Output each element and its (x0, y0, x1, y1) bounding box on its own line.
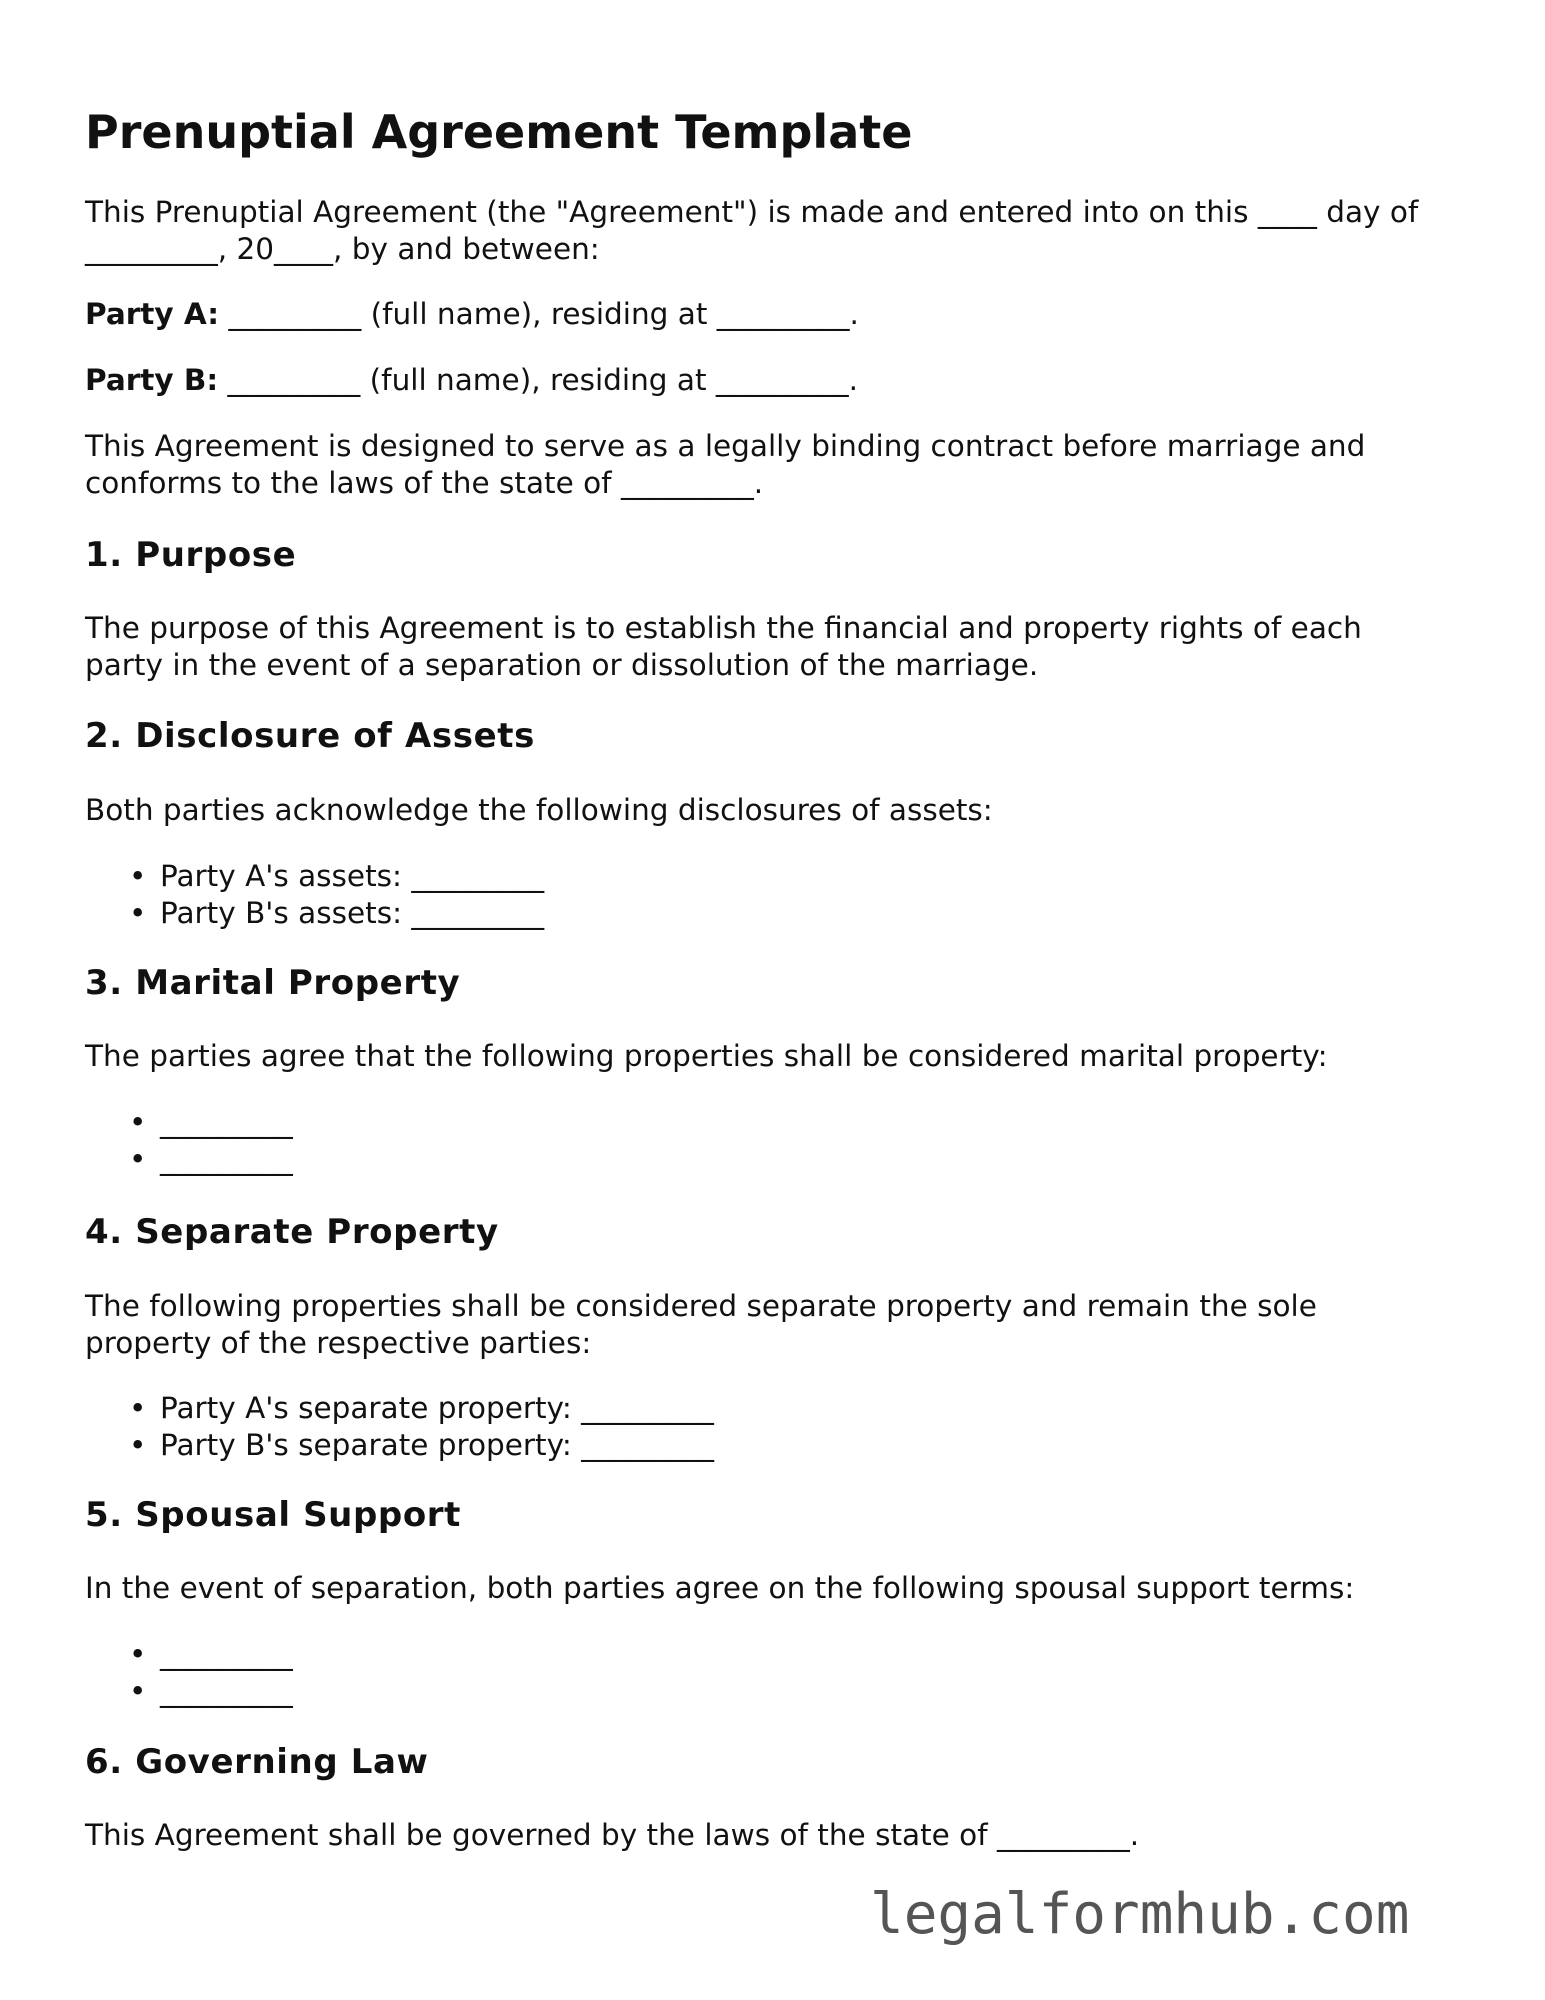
party-a-line (85, 296, 859, 333)
party-a-label: Party A: (85, 297, 220, 331)
bullet-icon: • (129, 1141, 147, 1176)
section-heading-law: 6. Governing Law (85, 1742, 429, 1782)
party-b-line (85, 362, 858, 399)
page-title: Prenuptial Agreement Template (85, 105, 913, 159)
purpose-line-2: party in the event of a separation or dissolution of the marriage. (85, 648, 1039, 682)
bullet-icon: • (129, 1673, 147, 1708)
section-heading-purpose: 1. Purpose (85, 535, 297, 575)
watermark-logo: legalformhub.com (870, 1882, 1410, 1947)
bullet-icon: • (129, 895, 147, 930)
bullet-icon: • (129, 1427, 147, 1462)
law-line-1: This Agreement shall be governed by the laws of the state of _________. (85, 1818, 1140, 1852)
party-b-label: Party B: (85, 363, 219, 397)
separate-line-2: property of the respective parties: (85, 1326, 592, 1360)
binding-line-2: conforms to the laws of the state of _________. (85, 466, 764, 500)
section-heading-separate: 4. Separate Property (85, 1212, 499, 1252)
list-item: • _________ (129, 1637, 293, 1671)
bullet-icon: • (129, 1105, 147, 1139)
bullet-icon: • (129, 859, 147, 893)
section-heading-marital: 3. Marital Property (85, 963, 461, 1003)
marital-line-1: The parties agree that the following properties shall be considered marital property: (85, 1039, 1328, 1073)
list-item: • _________ (129, 1141, 293, 1176)
intro-line-1: This Prenuptial Agreement (the "Agreement") is made and entered into on this ____ day of (85, 195, 1419, 229)
party-b-text: _________ (full name), residing at _________. (218, 363, 859, 397)
list-item: • Party B's separate property: _________ (129, 1427, 714, 1462)
list-item: • _________ (129, 1105, 293, 1139)
list-item: • Party B's assets: _________ (129, 895, 545, 930)
bullet-icon: • (129, 1637, 147, 1671)
support-list (129, 1636, 293, 1709)
list-item: • _________ (129, 1673, 293, 1708)
bullet-icon: • (129, 1391, 147, 1425)
party-a-text: _________ (full name), residing at _________. (219, 297, 859, 331)
section-heading-disclosure: 2. Disclosure of Assets (85, 716, 535, 756)
intro-line-2: _________, 20____, by and between: (85, 232, 600, 266)
separate-list (129, 1390, 714, 1463)
support-line-1: In the event of separation, both parties agree on the following spousal support terms: (85, 1571, 1355, 1605)
list-item: • Party A's separate property: _________ (129, 1391, 714, 1425)
disclosure-list (129, 858, 544, 931)
binding-line-1: This Agreement is designed to serve as a legally binding contract before marriage and (85, 429, 1366, 463)
marital-list (129, 1104, 293, 1177)
section-heading-support: 5. Spousal Support (85, 1495, 462, 1535)
list-item: • Party A's assets: _________ (129, 859, 545, 893)
separate-line-1: The following properties shall be considered separate property and remain the sole (85, 1289, 1317, 1323)
purpose-line-1: The purpose of this Agreement is to establish the financial and property rights of each (85, 611, 1362, 645)
disclosure-line-1: Both parties acknowledge the following disclosures of assets: (85, 793, 993, 827)
